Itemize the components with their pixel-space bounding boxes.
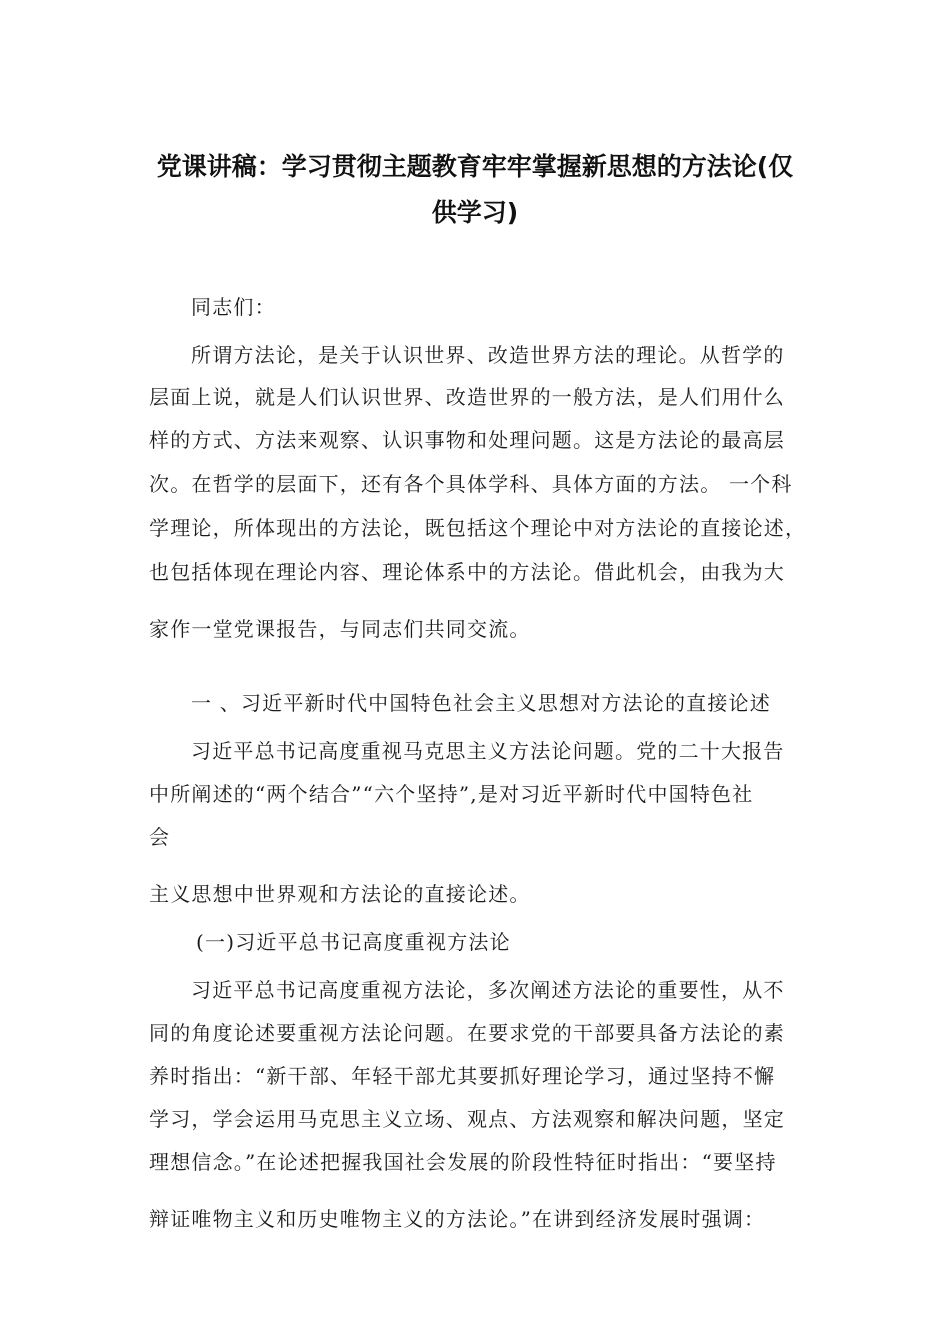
paragraph-1-line: 次。在哲学的层面下，还有各个具体学科、具体方面的方法。 一个科: [149, 472, 793, 496]
paragraph-3-line: 学习，学会运用马克思主义立场、观点、方法观察和解决问题，坚定: [149, 1107, 785, 1131]
paragraph-3-line: 理想信念。”在论述把握我国社会发展的阶段性特征时指出：“要坚持: [149, 1150, 777, 1174]
document-title-line-2: 供学习): [431, 198, 519, 227]
paragraph-2-line: 会: [149, 825, 171, 849]
document-title-line-1: 党课讲稿：学习贯彻主题教育牢牢掌握新思想的方法论(仅: [156, 152, 794, 181]
greeting: 同志们：: [191, 295, 276, 319]
subsection-1-heading: (一)习近平总书记高度重视方法论: [196, 930, 511, 954]
paragraph-2-line: 习近平总书记高度重视马克思主义方法论问题。党的二十大报告: [191, 739, 785, 763]
paragraph-2-line: 中所阐述的“两个结合”“六个坚持”,是对习近平新时代中国特色社: [149, 782, 754, 806]
paragraph-3-line: 同的角度论述要重视方法论问题。在要求党的干部要具备方法论的素: [149, 1021, 785, 1045]
paragraph-3-line: 习近平总书记高度重视方法论，多次阐述方法论的重要性，从不: [191, 978, 785, 1002]
paragraph-1-line: 层面上说，就是人们认识世界、改造世界的一般方法，是人们用什么: [149, 385, 785, 409]
paragraph-3-line: 辩证唯物主义和历史唯物主义的方法论。”在讲到经济发展时强调：: [149, 1207, 766, 1231]
paragraph-2-line: 主义思想中世界观和方法论的直接论述。: [149, 882, 531, 906]
paragraph-1-line: 学理论，所体现出的方法论，既包括这个理论中对方法论的直接论述，: [149, 516, 807, 540]
paragraph-1-line: 家作一堂党课报告，与同志们共同交流。: [149, 617, 531, 641]
paragraph-3-line: 养时指出：“新干部、年轻干部尤其要抓好理论学习，通过坚持不懈: [149, 1064, 776, 1088]
paragraph-1-line: 也包括体现在理论内容、理论体系中的方法论。借此机会，由我为大: [149, 560, 785, 584]
paragraph-1-line: 样的方式、方法来观察、认识事物和处理问题。这是方法论的最高层: [149, 428, 785, 452]
paragraph-1-line: 所谓方法论，是关于认识世界、改造世界方法的理论。从哲学的: [191, 343, 785, 367]
section-1-heading: 一 、习近平新时代中国特色社会主义思想对方法论的直接论述: [191, 691, 771, 715]
